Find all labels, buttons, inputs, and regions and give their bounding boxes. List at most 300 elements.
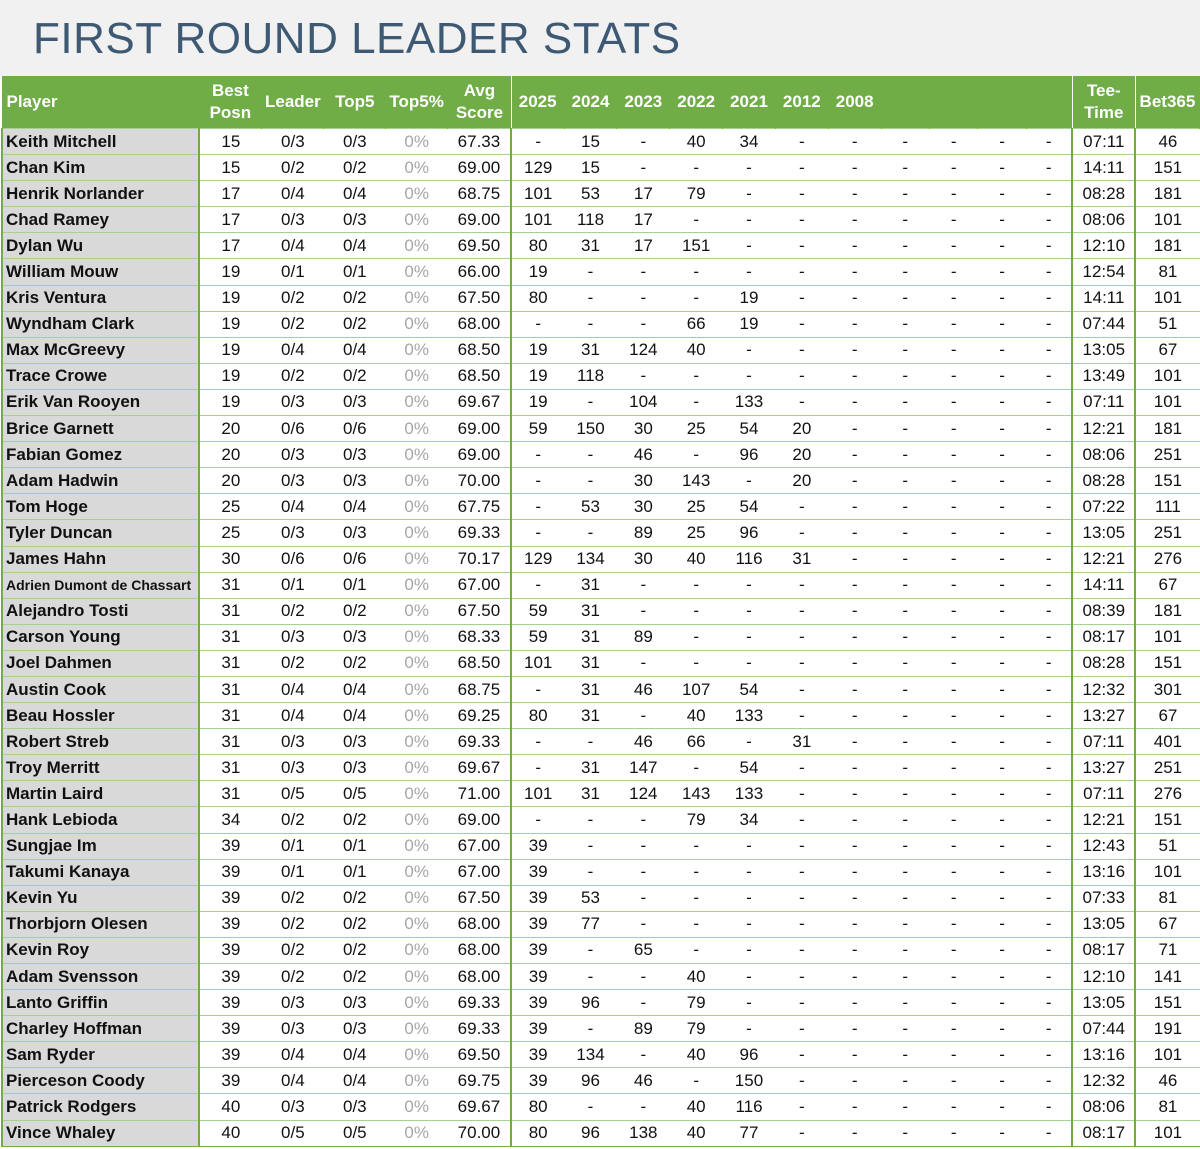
- year-result-cell: -: [617, 885, 670, 911]
- year-result-cell: -: [564, 833, 617, 859]
- top5-cell: 0/3: [324, 755, 386, 781]
- tee-time-cell: 12:10: [1072, 964, 1135, 990]
- year-result-cell: -: [564, 468, 617, 494]
- player-name-cell[interactable]: Carson Young: [2, 624, 199, 650]
- top5-pct-cell: 0%: [386, 207, 448, 233]
- avg-score-cell: 68.50: [448, 650, 512, 676]
- table-row[interactable]: [2, 650, 1200, 676]
- player-name-cell[interactable]: James Hahn: [2, 546, 199, 572]
- year-result-cell: 20: [775, 416, 828, 442]
- player-name-cell[interactable]: Troy Merritt: [2, 755, 199, 781]
- year-result-cell: -: [1026, 1016, 1072, 1042]
- table-row[interactable]: [2, 990, 1200, 1016]
- year-result-cell: 40: [670, 129, 723, 155]
- table-row[interactable]: [2, 520, 1200, 546]
- bet365-odds-cell: 101: [1135, 624, 1199, 650]
- table-row[interactable]: [2, 546, 1200, 572]
- player-name-cell[interactable]: Erik Van Rooyen: [2, 389, 199, 415]
- year-result-cell: -: [929, 416, 977, 442]
- avg-score-cell: 70.00: [448, 468, 512, 494]
- year-result-cell: -: [978, 676, 1026, 702]
- table-row[interactable]: [2, 676, 1200, 702]
- bet365-odds-cell: 67: [1135, 572, 1199, 598]
- col-header-year-4[interactable]: 2022: [670, 76, 723, 129]
- bet365-odds-cell: 181: [1135, 181, 1199, 207]
- best-posn-cell: 31: [199, 598, 262, 624]
- year-result-cell: -: [978, 911, 1026, 937]
- year-result-cell: -: [881, 155, 929, 181]
- tee-time-cell: 14:11: [1072, 155, 1135, 181]
- year-result-cell: 80: [511, 1094, 564, 1120]
- year-result-cell: -: [617, 598, 670, 624]
- player-name-cell[interactable]: Joel Dahmen: [2, 650, 199, 676]
- year-result-cell: -: [881, 676, 929, 702]
- player-name-cell[interactable]: Adam Hadwin: [2, 468, 199, 494]
- table-row[interactable]: [2, 1120, 1200, 1146]
- player-name-cell[interactable]: Thorbjorn Olesen: [2, 911, 199, 937]
- top5-pct-cell: 0%: [386, 1068, 448, 1094]
- avg-score-cell: 70.00: [448, 1120, 512, 1146]
- col-header-avg-score[interactable]: [448, 76, 512, 129]
- player-name-cell[interactable]: Wyndham Clark: [2, 311, 199, 337]
- player-name-cell[interactable]: Hank Lebioda: [2, 807, 199, 833]
- col-header-tee-line2: Time: [1084, 103, 1124, 122]
- year-result-cell: 31: [564, 233, 617, 259]
- bet365-odds-cell: 101: [1135, 1042, 1199, 1068]
- table-row[interactable]: [2, 807, 1200, 833]
- year-result-cell: 79: [670, 181, 723, 207]
- table-row[interactable]: [2, 572, 1200, 598]
- top5-cell: 0/3: [324, 389, 386, 415]
- year-result-cell: -: [828, 729, 881, 755]
- table-row[interactable]: [2, 207, 1200, 233]
- year-result-cell: -: [670, 624, 723, 650]
- player-name-cell[interactable]: Dylan Wu: [2, 233, 199, 259]
- col-header-player[interactable]: Player: [2, 76, 199, 129]
- year-result-cell: -: [775, 833, 828, 859]
- table-row[interactable]: [2, 155, 1200, 181]
- year-result-cell: 31: [564, 572, 617, 598]
- player-name-cell[interactable]: Chan Kim: [2, 155, 199, 181]
- avg-score-cell: 68.50: [448, 337, 512, 363]
- leader-cell: 0/2: [262, 311, 324, 337]
- table-row[interactable]: [2, 363, 1200, 389]
- year-result-cell: 124: [617, 781, 670, 807]
- player-name-cell[interactable]: Sam Ryder: [2, 1042, 199, 1068]
- year-result-cell: -: [828, 259, 881, 285]
- best-posn-cell: 40: [199, 1094, 262, 1120]
- col-header-avg-line2: Score: [455, 103, 504, 122]
- top5-cell: 0/5: [324, 781, 386, 807]
- year-result-cell: -: [881, 624, 929, 650]
- player-name-cell[interactable]: Keith Mitchell: [2, 129, 199, 155]
- year-result-cell: 66: [670, 729, 723, 755]
- avg-score-cell: 68.00: [448, 964, 512, 990]
- col-header-tee-time[interactable]: [1072, 76, 1135, 129]
- year-result-cell: 89: [617, 1016, 670, 1042]
- tee-time-cell: 13:05: [1072, 520, 1135, 546]
- year-result-cell: -: [670, 937, 723, 963]
- header-row: [2, 76, 1200, 129]
- player-name-cell[interactable]: Patrick Rodgers: [2, 1094, 199, 1120]
- top5-cell: 0/3: [324, 129, 386, 155]
- year-result-cell: -: [775, 207, 828, 233]
- best-posn-cell: 39: [199, 937, 262, 963]
- player-name-cell[interactable]: Vince Whaley: [2, 1120, 199, 1146]
- year-result-cell: -: [881, 990, 929, 1016]
- table-row[interactable]: [2, 781, 1200, 807]
- year-result-cell: -: [511, 468, 564, 494]
- year-result-cell: 118: [564, 363, 617, 389]
- year-result-cell: -: [929, 1094, 977, 1120]
- player-name-cell[interactable]: Austin Cook: [2, 676, 199, 702]
- year-result-cell: -: [617, 363, 670, 389]
- year-result-cell: -: [1026, 937, 1072, 963]
- player-name-cell[interactable]: Robert Streb: [2, 729, 199, 755]
- top5-cell: 0/2: [324, 311, 386, 337]
- player-name-cell[interactable]: Lanto Griffin: [2, 990, 199, 1016]
- player-name-cell[interactable]: Brice Garnett: [2, 416, 199, 442]
- bet365-odds-cell: 67: [1135, 703, 1199, 729]
- year-result-cell: 116: [723, 546, 776, 572]
- year-result-cell: -: [775, 755, 828, 781]
- player-name-cell[interactable]: Charley Hoffman: [2, 1016, 199, 1042]
- year-result-cell: -: [775, 363, 828, 389]
- col-header-tee-line1: Tee-: [1086, 81, 1121, 100]
- bet365-odds-cell: 111: [1135, 494, 1199, 520]
- table-row[interactable]: [2, 389, 1200, 415]
- year-result-cell: -: [828, 207, 881, 233]
- col-header-top5-pct[interactable]: Top5%: [386, 76, 448, 129]
- tee-time-cell: 07:33: [1072, 885, 1135, 911]
- bet365-odds-cell: 81: [1135, 1094, 1199, 1120]
- year-result-cell: -: [828, 990, 881, 1016]
- year-result-cell: -: [978, 520, 1026, 546]
- year-result-cell: -: [828, 911, 881, 937]
- bet365-odds-cell: 101: [1135, 363, 1199, 389]
- year-result-cell: -: [881, 129, 929, 155]
- col-header-best-posn[interactable]: [199, 76, 262, 129]
- year-result-cell: -: [1026, 990, 1072, 1016]
- player-name-cell[interactable]: Beau Hossler: [2, 703, 199, 729]
- player-name-cell[interactable]: Adrien Dumont de Chassart: [2, 572, 199, 598]
- col-header-year-5[interactable]: 2021: [723, 76, 776, 129]
- table-row[interactable]: [2, 911, 1200, 937]
- col-header-leader[interactable]: Leader: [262, 76, 324, 129]
- avg-score-cell: 69.00: [448, 807, 512, 833]
- year-result-cell: -: [881, 833, 929, 859]
- player-name-cell[interactable]: Tom Hoge: [2, 494, 199, 520]
- tee-time-cell: 14:11: [1072, 285, 1135, 311]
- year-result-cell: -: [881, 572, 929, 598]
- tee-time-cell: 13:05: [1072, 337, 1135, 363]
- player-name-cell[interactable]: Trace Crowe: [2, 363, 199, 389]
- player-name-cell[interactable]: Henrik Norlander: [2, 181, 199, 207]
- year-result-cell: -: [617, 990, 670, 1016]
- tee-time-cell: 07:11: [1072, 781, 1135, 807]
- year-result-cell: 59: [511, 598, 564, 624]
- year-result-cell: -: [881, 389, 929, 415]
- bet365-odds-cell: 276: [1135, 781, 1199, 807]
- player-name-cell[interactable]: Max McGreevy: [2, 337, 199, 363]
- year-result-cell: -: [775, 129, 828, 155]
- top5-pct-cell: 0%: [386, 807, 448, 833]
- year-result-cell: 101: [511, 650, 564, 676]
- leader-cell: 0/4: [262, 233, 324, 259]
- table-row[interactable]: [2, 833, 1200, 859]
- year-result-cell: -: [670, 259, 723, 285]
- year-result-cell: -: [775, 311, 828, 337]
- year-result-cell: 150: [564, 416, 617, 442]
- top5-cell: 0/3: [324, 520, 386, 546]
- player-name-cell[interactable]: Takumi Kanaya: [2, 859, 199, 885]
- year-result-cell: -: [978, 598, 1026, 624]
- player-name-cell[interactable]: Alejandro Tosti: [2, 598, 199, 624]
- top5-pct-cell: 0%: [386, 285, 448, 311]
- avg-score-cell: 68.75: [448, 676, 512, 702]
- year-result-cell: -: [828, 676, 881, 702]
- year-result-cell: 80: [511, 233, 564, 259]
- year-result-cell: -: [929, 494, 977, 520]
- top5-cell: 0/4: [324, 181, 386, 207]
- col-header-year-7[interactable]: 2008: [828, 76, 881, 129]
- year-result-cell: -: [670, 755, 723, 781]
- leader-cell: 0/5: [262, 781, 324, 807]
- year-result-cell: -: [723, 155, 776, 181]
- col-header-best-line1: Best: [211, 81, 249, 100]
- year-result-cell: 133: [723, 703, 776, 729]
- year-result-cell: -: [978, 1120, 1026, 1146]
- year-result-cell: -: [775, 337, 828, 363]
- bet365-odds-cell: 101: [1135, 1120, 1199, 1146]
- best-posn-cell: 31: [199, 781, 262, 807]
- leader-cell: 0/2: [262, 155, 324, 181]
- avg-score-cell: 68.75: [448, 181, 512, 207]
- col-header-year-6[interactable]: 2012: [775, 76, 828, 129]
- avg-score-cell: 67.00: [448, 833, 512, 859]
- year-result-cell: -: [775, 964, 828, 990]
- table-row[interactable]: [2, 1042, 1200, 1068]
- table-row[interactable]: [2, 494, 1200, 520]
- table-row[interactable]: [2, 964, 1200, 990]
- year-result-cell: -: [929, 911, 977, 937]
- table-row[interactable]: [2, 1094, 1200, 1120]
- year-result-cell: -: [881, 781, 929, 807]
- year-result-cell: -: [775, 155, 828, 181]
- year-result-cell: -: [564, 937, 617, 963]
- table-body: [2, 129, 1200, 1147]
- year-result-cell: 101: [511, 781, 564, 807]
- year-result-cell: -: [881, 546, 929, 572]
- year-result-cell: 30: [617, 494, 670, 520]
- year-result-cell: -: [881, 937, 929, 963]
- player-name-cell[interactable]: William Mouw: [2, 259, 199, 285]
- year-result-cell: -: [511, 442, 564, 468]
- year-result-cell: 30: [617, 546, 670, 572]
- best-posn-cell: 39: [199, 859, 262, 885]
- tee-time-cell: 08:28: [1072, 468, 1135, 494]
- year-result-cell: -: [617, 703, 670, 729]
- leader-cell: 0/4: [262, 703, 324, 729]
- table-row[interactable]: [2, 416, 1200, 442]
- top5-pct-cell: 0%: [386, 363, 448, 389]
- year-result-cell: -: [881, 363, 929, 389]
- player-name-cell[interactable]: Kevin Roy: [2, 937, 199, 963]
- top5-pct-cell: 0%: [386, 155, 448, 181]
- year-result-cell: -: [929, 937, 977, 963]
- year-result-cell: -: [978, 859, 1026, 885]
- top5-pct-cell: 0%: [386, 703, 448, 729]
- year-result-cell: 80: [511, 703, 564, 729]
- year-result-cell: -: [775, 1042, 828, 1068]
- year-result-cell: -: [723, 572, 776, 598]
- year-result-cell: -: [881, 1042, 929, 1068]
- leader-cell: 0/3: [262, 442, 324, 468]
- best-posn-cell: 39: [199, 833, 262, 859]
- table-row[interactable]: [2, 937, 1200, 963]
- player-name-cell[interactable]: Fabian Gomez: [2, 442, 199, 468]
- table-row[interactable]: [2, 755, 1200, 781]
- leader-cell: 0/3: [262, 520, 324, 546]
- avg-score-cell: 67.00: [448, 859, 512, 885]
- year-result-cell: -: [929, 807, 977, 833]
- year-result-cell: 151: [670, 233, 723, 259]
- leader-cell: 0/3: [262, 624, 324, 650]
- year-result-cell: -: [775, 181, 828, 207]
- top5-pct-cell: 0%: [386, 1042, 448, 1068]
- bet365-odds-cell: 251: [1135, 755, 1199, 781]
- year-result-cell: -: [978, 755, 1026, 781]
- table-row[interactable]: [2, 703, 1200, 729]
- avg-score-cell: 67.75: [448, 494, 512, 520]
- year-result-cell: -: [881, 755, 929, 781]
- year-result-cell: -: [670, 572, 723, 598]
- avg-score-cell: 69.33: [448, 729, 512, 755]
- year-result-cell: 31: [775, 729, 828, 755]
- bet365-odds-cell: 67: [1135, 911, 1199, 937]
- year-result-cell: 40: [670, 1094, 723, 1120]
- bet365-odds-cell: 46: [1135, 1068, 1199, 1094]
- table-row[interactable]: [2, 337, 1200, 363]
- leader-cell: 0/6: [262, 546, 324, 572]
- year-result-cell: -: [723, 233, 776, 259]
- player-name-cell[interactable]: Sungjae Im: [2, 833, 199, 859]
- col-header-top5[interactable]: Top5: [324, 76, 386, 129]
- top5-cell: 0/2: [324, 911, 386, 937]
- player-name-cell[interactable]: Kevin Yu: [2, 885, 199, 911]
- year-result-cell: -: [929, 520, 977, 546]
- table-row[interactable]: [2, 598, 1200, 624]
- year-result-cell: 54: [723, 416, 776, 442]
- table-row[interactable]: [2, 442, 1200, 468]
- year-result-cell: 77: [723, 1120, 776, 1146]
- top5-cell: 0/3: [324, 1016, 386, 1042]
- table-row[interactable]: [2, 311, 1200, 337]
- year-result-cell: 46: [617, 442, 670, 468]
- table-row[interactable]: [2, 624, 1200, 650]
- leader-cell: 0/5: [262, 1120, 324, 1146]
- table-row[interactable]: [2, 285, 1200, 311]
- year-result-cell: -: [1026, 389, 1072, 415]
- col-header-year-2[interactable]: 2024: [564, 76, 617, 129]
- year-result-cell: 124: [617, 337, 670, 363]
- tee-time-cell: 08:17: [1072, 1120, 1135, 1146]
- year-result-cell: -: [670, 389, 723, 415]
- player-name-cell[interactable]: Martin Laird: [2, 781, 199, 807]
- year-result-cell: 46: [617, 1068, 670, 1094]
- year-result-cell: -: [881, 416, 929, 442]
- year-result-cell: -: [929, 181, 977, 207]
- year-result-cell: -: [617, 572, 670, 598]
- table-row[interactable]: [2, 181, 1200, 207]
- top5-cell: 0/2: [324, 807, 386, 833]
- table-row[interactable]: [2, 259, 1200, 285]
- year-result-cell: -: [723, 833, 776, 859]
- col-header-year-9[interactable]: [929, 76, 977, 129]
- year-result-cell: -: [775, 285, 828, 311]
- year-result-cell: -: [1026, 181, 1072, 207]
- col-header-year-10[interactable]: [978, 76, 1026, 129]
- top5-cell: 0/2: [324, 964, 386, 990]
- year-result-cell: -: [929, 207, 977, 233]
- year-result-cell: -: [929, 964, 977, 990]
- player-name-cell[interactable]: Pierceson Coody: [2, 1068, 199, 1094]
- year-result-cell: 39: [511, 937, 564, 963]
- col-header-year-1[interactable]: 2025: [511, 76, 564, 129]
- top5-cell: 0/3: [324, 1094, 386, 1120]
- year-result-cell: 31: [564, 676, 617, 702]
- player-name-cell[interactable]: Kris Ventura: [2, 285, 199, 311]
- col-header-year-11[interactable]: [1026, 76, 1072, 129]
- table-row[interactable]: [2, 729, 1200, 755]
- leader-cell: 0/4: [262, 494, 324, 520]
- year-result-cell: 59: [511, 416, 564, 442]
- year-result-cell: -: [617, 311, 670, 337]
- avg-score-cell: 69.33: [448, 520, 512, 546]
- table-row[interactable]: [2, 859, 1200, 885]
- year-result-cell: -: [881, 207, 929, 233]
- year-result-cell: -: [929, 1016, 977, 1042]
- top5-pct-cell: 0%: [386, 389, 448, 415]
- col-header-year-8[interactable]: [881, 76, 929, 129]
- player-name-cell[interactable]: Adam Svensson: [2, 964, 199, 990]
- year-result-cell: -: [929, 729, 977, 755]
- col-header-bet365[interactable]: Bet365: [1135, 76, 1199, 129]
- year-result-cell: -: [617, 285, 670, 311]
- player-name-cell[interactable]: Tyler Duncan: [2, 520, 199, 546]
- year-result-cell: 134: [564, 546, 617, 572]
- year-result-cell: -: [723, 337, 776, 363]
- year-result-cell: -: [617, 1094, 670, 1120]
- top5-cell: 0/3: [324, 207, 386, 233]
- tee-time-cell: 08:28: [1072, 181, 1135, 207]
- year-result-cell: -: [881, 468, 929, 494]
- leader-cell: 0/2: [262, 598, 324, 624]
- table-row[interactable]: [2, 1016, 1200, 1042]
- year-result-cell: -: [978, 624, 1026, 650]
- table-row[interactable]: [2, 233, 1200, 259]
- best-posn-cell: 31: [199, 729, 262, 755]
- table-row[interactable]: [2, 1068, 1200, 1094]
- col-header-year-3[interactable]: 2023: [617, 76, 670, 129]
- table-row[interactable]: [2, 468, 1200, 494]
- table-row[interactable]: [2, 129, 1200, 155]
- top5-cell: 0/3: [324, 729, 386, 755]
- year-result-cell: 31: [564, 337, 617, 363]
- player-name-cell[interactable]: Chad Ramey: [2, 207, 199, 233]
- table-row[interactable]: [2, 885, 1200, 911]
- year-result-cell: -: [775, 1016, 828, 1042]
